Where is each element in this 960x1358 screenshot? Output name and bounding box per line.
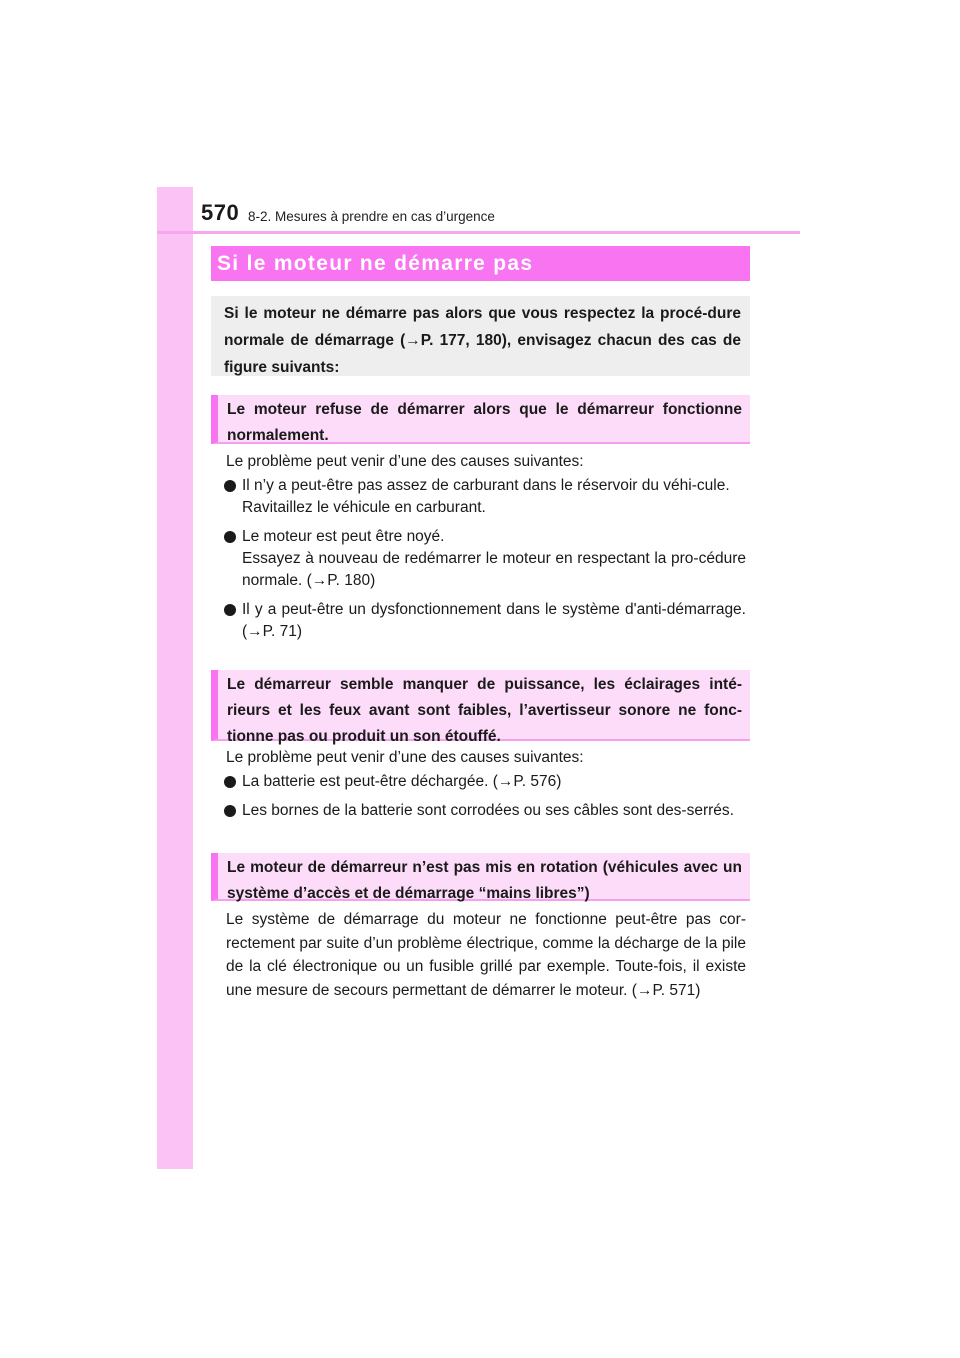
- cause-text: Les bornes de la batterie sont corrodées ou ses câbles sont des-serrés.: [242, 802, 734, 819]
- bullet-icon: [224, 480, 236, 492]
- subheading-engine-wont-start: Le moteur refuse de démarrer alors que le démarreur fonctionne normalement.: [211, 395, 750, 444]
- action-text: Ravitaillez le véhicule en carburant.: [242, 499, 486, 516]
- section-2-lead: Le problème peut venir d’une des causes suivantes:: [226, 749, 584, 766]
- intro-box: Si le moteur ne démarre pas alors que vous respectez la procé-dure normale de démarrage (→P. 177, 180), envisagez chacun des cas de figure suivants:: [211, 296, 750, 376]
- side-tab-band: [157, 187, 193, 1169]
- page-number: 570: [201, 200, 240, 225]
- section-3-body: Le système de démarrage du moteur ne fonctionne peut-être pas cor-rectement par suite d’un problème électrique, comme la décharge de la pile de la clé électronique ou un fusible grillé par exemple. Toute-fois, il existe une mesure de secours permettant de démarrer le moteur. (→P. 571): [226, 911, 746, 999]
- cause-text: La batterie est peut-être déchargée. (→P. 576): [242, 773, 562, 790]
- bullet-icon: [224, 776, 236, 788]
- header-rule: [157, 231, 800, 234]
- list-item: [224, 599, 746, 643]
- bullet-icon: [224, 604, 236, 616]
- action-text: Essayez à nouveau de redémarrer le moteur en respectant la pro-cédure normale. (→P. 180): [242, 550, 746, 589]
- list-item: [224, 526, 746, 592]
- list-item: [224, 475, 746, 519]
- section-2-causes: [224, 771, 746, 829]
- section-title: Si le moteur ne démarre pas: [211, 246, 750, 281]
- section-1-lead: Le problème peut venir d’une des causes suivantes:: [226, 453, 584, 470]
- cause-text: Il y a peut-être un dysfonctionnement dans le système d'anti-démarrage. (→P. 71): [242, 601, 746, 640]
- bullet-icon: [224, 531, 236, 543]
- chapter-title: 8-2. Mesures à prendre en cas d’urgence: [248, 209, 495, 224]
- list-item: [224, 771, 746, 793]
- subheading-starter-not-rotating: Le moteur de démarreur n’est pas mis en rotation (véhicules avec un système d’accès et de démarrage “mains libres”): [211, 853, 750, 901]
- list-item: [224, 800, 746, 822]
- cause-text: Le moteur est peut être noyé.: [242, 528, 445, 545]
- bullet-icon: [224, 805, 236, 817]
- section-1-causes: [224, 475, 746, 650]
- cause-text: Il n’y a peut-être pas assez de carburant dans le réservoir du véhi-cule.: [242, 477, 730, 494]
- subheading-starter-weak: Le démarreur semble manquer de puissance, les éclairages inté-rieurs et les feux avant sont faibles, l’avertisseur sonore ne fonc-tionne pas ou produit un son étouffé.: [211, 670, 750, 741]
